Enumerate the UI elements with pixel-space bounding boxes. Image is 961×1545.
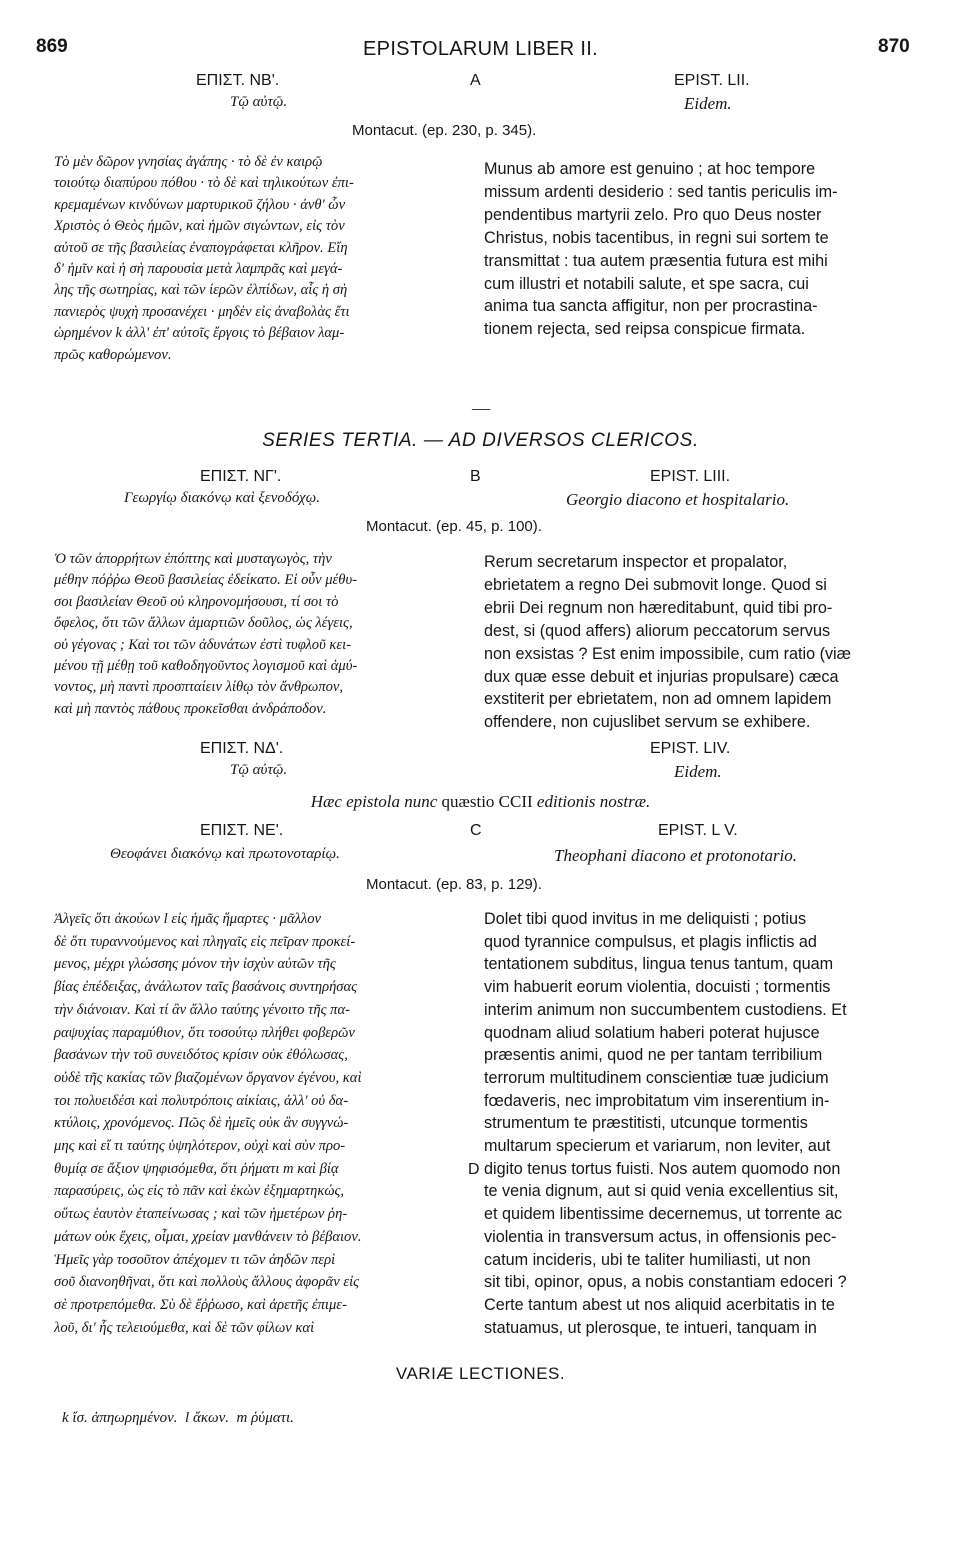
text-line: τοι πολυειδέσι καὶ πολυτρόποις αἰκίαις, ἀλλ' οὐ δα- <box>54 1092 349 1109</box>
text-line: cum illustri et notabili salute, et spe sacra, cui <box>484 274 809 293</box>
text-line: Ὁ τῶν ἀπορρήτων ἐπόπτης καὶ μυσταγωγὸς, τὴν <box>54 551 332 567</box>
text-line: vim habuerit eorum violentia, docuisti ; tormentis <box>484 978 831 997</box>
text-line: θυμίᾳ σε ἄξιον ψηφισόμεθα, ὅτι ῥήματι m καὶ βίᾳ <box>54 1160 339 1177</box>
ep55-latin-addressee: Theophani diacono et protonotario. <box>554 846 798 865</box>
ep55-reference: Montacut. (ep. 83, p. 129). <box>366 876 542 893</box>
text-line: λοῦ, δι' ἧς τελειούμεθα, καὶ δὲ τῶν φίλων καὶ <box>54 1319 315 1336</box>
text-line: σοῦ διανοηθῆναι, ὅτι καὶ πολλοὺς ἄλλους ἀφορᾶν εἰς <box>54 1274 360 1291</box>
text-line: interim animum non succumbentem custodiens. Et <box>484 1000 847 1019</box>
text-line: præsentis animi, quod ne per tantam terribilium <box>484 1046 823 1065</box>
series-title: SERIES TERTIA. — AD DIVERSOS CLERICOS. <box>262 430 699 451</box>
ep53-latin-heading: EPIST. LIII. <box>650 468 731 485</box>
text-line: αὐτοῦ σε τῆς βασιλείας ἐναπογράφεται κλῆρον. Εἴη <box>54 239 348 256</box>
text-line: μης καὶ εἴ τι ταύτης ὑψηλότερον, οὐχὶ καὶ σὺν προ- <box>54 1138 346 1155</box>
text-line: dux quæ esse debuit et injurias propulsare) cæca <box>484 667 839 686</box>
ep55-latin-heading: EPIST. L V. <box>658 822 738 839</box>
ep53-greek-heading: ΕΠΙΣΤ. ΝΓ'. <box>200 468 282 485</box>
text-line: ὡρημένον k ἀλλ' ἐπ' αὐτοῖς ἔργοις τὸ βέβαιον λαμ- <box>54 325 345 342</box>
ep52-latin-heading: EPIST. LII. <box>674 72 750 89</box>
ep54-greek-heading: ΕΠΙΣΤ. ΝΔ'. <box>200 740 284 757</box>
text-line: οὕτως ἑαυτὸν ἐταπείνωσας ; καὶ τῶν ἡμετέρων ῥη- <box>54 1206 348 1223</box>
ep54-note-italic-2: editionis nostræ. <box>536 792 651 811</box>
text-line: te venia dignum, aut si quid venia excellentius sit, <box>484 1182 839 1201</box>
text-line: Christus, nobis tacentibus, in regni sui sortem te <box>484 228 829 247</box>
text-line: Τὸ μὲν δῶρον γνησίας ἀγάπης · τὸ δὲ ἐν καιρῷ <box>54 154 323 170</box>
text-line: missum ardenti desiderio : sed tantis periculis im- <box>484 182 838 201</box>
text-line: μέθην πόῤῥω Θεοῦ βασιλείας ἐδείκατο. Εἰ οὖν μέθυ- <box>54 572 358 589</box>
ep55-marker: C <box>470 822 482 839</box>
ep53-latin-text <box>484 551 916 734</box>
text-line: ebrii Dei regnum non hæreditabunt, quid tibi pro- <box>484 598 833 617</box>
text-line: βασάνων τὴν τοῦ συνειδότος κρίσιν οὐκ ἐθόλωσας, <box>54 1047 348 1064</box>
ep52-latin-text <box>484 158 916 341</box>
text-line: dest, si (quod affers) aliorum peccatorum servus <box>484 621 831 640</box>
text-line: σὲ προτρεπόμεθα. Σὺ δὲ ἔῤῥωσο, καὶ ἀρετῆς ἐπιμε- <box>54 1296 347 1313</box>
text-line: μάτων οὐκ ἔχεις, οἶμαι, χρείαν μανθάνειν τὸ βέβαιον. <box>54 1228 362 1245</box>
text-line: Certe tantum abest ut nos aliquid acerbitatis in te <box>484 1295 835 1314</box>
text-line: strumentum te præstitisti, utcunque tormentis <box>484 1114 808 1133</box>
text-line: κτύλοις, χρονόμενος. Πῶς δὲ ἡμεῖς οὐκ ἂν συγγνώ- <box>54 1115 349 1132</box>
page-number-right: 870 <box>878 36 910 57</box>
ep53-reference: Montacut. (ep. 45, p. 100). <box>366 518 542 535</box>
ep54-latin-addressee: Eidem. <box>674 762 722 781</box>
ep54-latin-heading: EPIST. LIV. <box>650 740 731 757</box>
text-line: exstiterit per ebrietatem, non ad omnem lapidem <box>484 690 832 709</box>
running-title: EPISTOLARUM LIBER II. <box>363 38 598 60</box>
text-line: multarum specierum et variarum, non leviter, aut <box>484 1137 831 1156</box>
ep52-greek-heading: ΕΠΙΣΤ. ΝΒ'. <box>196 72 280 89</box>
text-line: καὶ μὴ παντὸς πάθους προκεῖσθαι ἀνδράποδον. <box>54 700 327 717</box>
page-number-left: 869 <box>36 36 68 57</box>
text-line: pendentibus martyrii zelo. Pro quo Deus noster <box>484 205 822 224</box>
text-line: tentationem subditus, lingua tenus tantum, quam <box>484 955 834 974</box>
ep54-note <box>0 792 961 812</box>
text-line: tionem rejecta, sed reipsa conspicue firmata. <box>484 320 806 339</box>
text-line: Ἀλγεῖς ὅτι ἀκούων l εἰς ἡμᾶς ἥμαρτες · μᾶλλον <box>54 911 322 927</box>
ep53-latin-addressee: Georgio diacono et hospitalario. <box>566 490 790 509</box>
text-line: Munus ab amore est genuino ; at hoc tempore <box>484 160 816 178</box>
text-line: δὲ ὅτι τυραννούμενος καὶ πληγαῖς εἰς πεῖραν προκεί- <box>54 933 356 950</box>
ep52-greek-text <box>54 152 465 366</box>
text-line: quodnam aliud solatium haberi poterat hujusce <box>484 1023 820 1042</box>
text-line: catum incideris, ubi te taliter humiliasti, ut non <box>484 1250 811 1269</box>
text-line: Rerum secretarum inspector et propalator, <box>484 553 788 571</box>
text-line: σοι βασιλείαν Θεοῦ οὐ κληρονομήσουσι, τί σοι τὸ <box>54 593 339 610</box>
text-line: κρεμαμένων κινδύνων μαρτυρικοῦ ζήλου · ἀνθ' ὧν <box>54 196 346 213</box>
text-line: πρῶς καθορώμενον. <box>54 346 172 363</box>
section-separator: — <box>472 398 490 418</box>
text-line: νοντος, μὴ παντὶ προσπταίειν λίθῳ τὸν ἄνθρωπον, <box>54 679 344 696</box>
text-line: sit tibi, opinor, opus, a nobis constantiam edoceri ? <box>484 1273 847 1292</box>
text-line: fœdaveris, nec improbitatum vim inserentium in- <box>484 1091 830 1110</box>
ep53-greek-addressee: Γεωργίῳ διακόνῳ καὶ ξενοδόχῳ. <box>124 490 320 506</box>
ep52-marker: A <box>470 72 481 89</box>
margin-marker-d: D <box>468 1161 480 1178</box>
ep52-reference: Montacut. (ep. 230, p. 345). <box>352 122 537 139</box>
ep54-greek-addressee: Τῷ αὐτῷ. <box>230 762 288 778</box>
text-line: ὄφελος, ὅτι τῶν ἄλλων ἁμαρτιῶν δοῦλος, ὡς λέγεις, <box>54 615 353 632</box>
text-line: et quidem libentissime decernemus, ut torrente ac <box>484 1205 843 1224</box>
text-line: Ἡμεῖς γὰρ τοσοῦτον ἀπέχομεν τι τῶν ἀηδῶν περὶ <box>54 1251 336 1268</box>
text-line: πανιερὸς ψυχὴ προσανέχει · μηδὲν εἰς ἀναβολὰς ἔτι <box>54 303 350 320</box>
running-head <box>0 0 961 70</box>
text-line: Dolet tibi quod invitus in me deliquisti ; potius <box>484 910 807 928</box>
text-line: οὐδὲ τῆς κακίας τῶν βιαζομένων ὄργανον ἐγένου, καὶ <box>54 1069 362 1086</box>
ep52-greek-addressee: Τῷ αὐτῷ. <box>230 94 288 110</box>
variae-lectiones-title: VARIÆ LECTIONES. <box>395 1364 566 1383</box>
text-line: anima tua sancta affigitur, non per procrastina- <box>484 297 818 316</box>
text-line: παρασύρεις, ὡς εἰς τὸ πᾶν καὶ ἑκὼν ἐξημαρτηκώς, <box>54 1183 345 1200</box>
ep52-latin-addressee: Eidem. <box>684 94 732 113</box>
ep54-note-italic-1: Hæc epistola nunc <box>310 792 438 811</box>
text-line: transmittat : tua autem præsentia futura est mihi <box>484 251 828 270</box>
text-line: Χριστὸς ὁ Θεὸς ἡμῶν, καὶ ἡμῶν σιγώντων, εἰς τὸν <box>54 218 345 235</box>
ep53-greek-text <box>54 549 465 720</box>
text-line: μένου τῇ μέθῃ τοῦ καθοδηγοῦντος λογισμοῦ καὶ ἀμύ- <box>54 658 358 675</box>
text-line: violentia in transversum actus, in offensionis pec- <box>484 1227 837 1246</box>
text-line: μενος, μέχρι γλώσσης μόνον τὴν ἰσχὺν αὐτῶν τῆς <box>54 956 336 973</box>
text-line: ebrietatem a regno Dei submovit longe. Quod si <box>484 575 827 594</box>
ep54-note-roman: quæstio CCII <box>441 792 533 811</box>
text-line: digito tenus tortus fuisti. Nos autem quomodo non <box>484 1159 841 1178</box>
text-line: τοιούτῳ διαπύρου πόθου · τὸ δὲ καὶ τηλικούτων ἐπι- <box>54 175 354 192</box>
ep55-greek-addressee: Θεοφάνει διακόνῳ καὶ πρωτονοταρίῳ. <box>110 846 340 862</box>
text-line: δ' ἡμῖν καὶ ἡ σὴ παρουσία μετὰ λαμπρᾶς καὶ μεγά- <box>54 261 343 278</box>
text-line: οὐ γέγονας ; Καὶ τοι τῶν ἀδυνάτων ἐστὶ τυφλοῦ κει- <box>54 636 352 653</box>
text-line: terrorum multitudinem conscientiæ tuæ judicium <box>484 1068 829 1087</box>
text-line: ραψυχίας παραμύθιον, ὅτι τοσούτῳ πλήθει φοβερῶν <box>54 1024 355 1041</box>
ep55-greek-text <box>54 908 465 1339</box>
ep55-greek-heading: ΕΠΙΣΤ. ΝΕ'. <box>200 822 284 839</box>
text-line: offendere, non cujuslibet servum se exhibere. <box>484 713 811 732</box>
text-line: βίας ἐπέδειξας, ἀνάλωτον ταῖς βασάνοις συντηρήσας <box>54 979 358 996</box>
text-line: τὴν διάνοιαν. Καὶ τί ἂν ἄλλο ταύτης γένοιτο τῆς πα- <box>54 1001 350 1018</box>
ep53-marker: B <box>470 468 481 485</box>
text-line: non exsistas ? Est enim impossibile, cum ratio (viæ <box>484 644 852 663</box>
ep55-latin-text <box>484 908 916 1339</box>
text-line: quod tyrannice compulsus, et plagis inflictis ad <box>484 932 817 951</box>
text-line: statuamus, ut plerosque, te intueri, tanquam in <box>484 1318 817 1337</box>
text-line: λης τῆς σωτηρίας, καὶ τῶν ἱερῶν ἐλπίδων, αἷς ἡ σὴ <box>54 282 348 299</box>
variae-lectiones-notes: k ἴσ. ἀπηωρημένον. l ἄκων. m ῥύματι. <box>62 1410 294 1426</box>
